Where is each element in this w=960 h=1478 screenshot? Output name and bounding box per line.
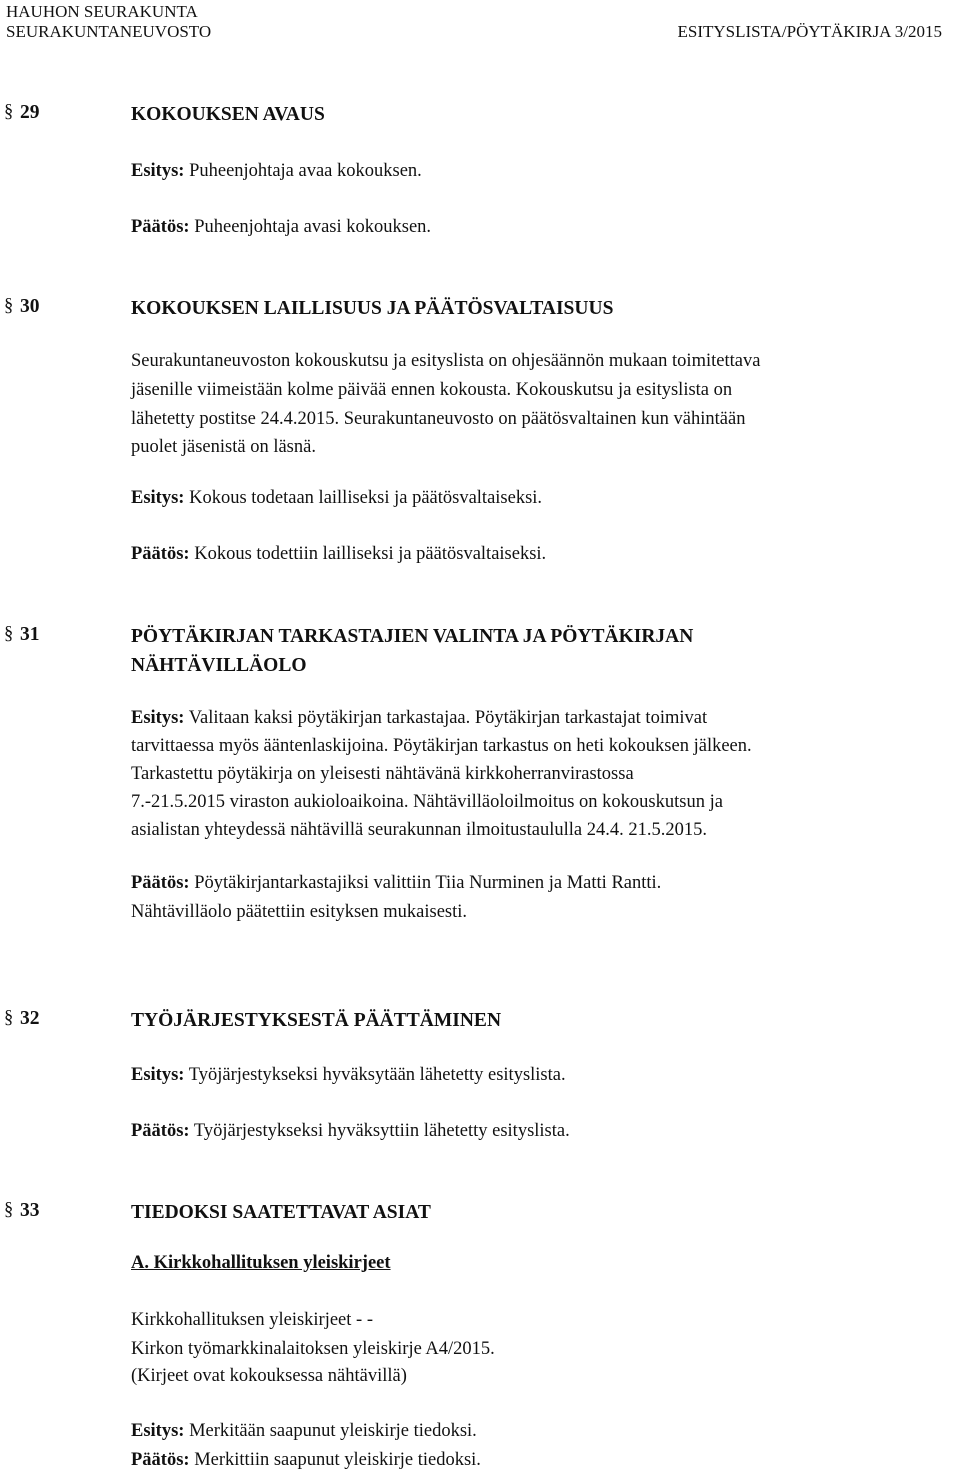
section-number: 32 [20, 1008, 40, 1029]
section-title: KOKOUKSEN AVAUS [131, 104, 325, 125]
decision-label: Päätös: [131, 873, 190, 893]
body-line: jäsenille viimeistään kolme päivää ennen kokousta. Kokouskutsu ja esityslista on [131, 380, 733, 400]
section-title: TIEDOKSI SAATETTAVAT ASIAT [131, 1202, 431, 1223]
proposal-text: Puheenjohtaja avaa kokouksen. [189, 161, 422, 181]
section-title-line: PÖYTÄKIRJAN TARKASTAJIEN VALINTA JA PÖYTÄKIRJAN [131, 626, 694, 647]
decision-text: Työjärjestykseksi hyväksyttiin lähetetty esityslista. [193, 1121, 570, 1141]
section-symbol: § [4, 624, 14, 644]
decision-text: Puheenjohtaja avasi kokouksen. [194, 217, 432, 237]
decision [131, 1117, 570, 1146]
body-line: puolet jäsenistä on läsnä. [131, 437, 316, 457]
decision-text: Pöytäkirjantarkastajiksi valittiin Tiia Nurminen ja Matti Rantti. [194, 873, 662, 893]
header-org: HAUHON SEURAKUNTA [6, 2, 198, 21]
body-line: lähetetty postitse 24.4.2015. Seurakuntaneuvosto on päätösvaltainen kun vähintään [131, 409, 746, 429]
decision-label: Päätös: [131, 217, 190, 237]
decision-label: Päätös: [131, 1450, 190, 1470]
body-line: (Kirjeet ovat kokouksessa nähtävillä) [131, 1366, 407, 1386]
proposal-text: Työjärjestykseksi hyväksytään lähetetty esityslista. [188, 1065, 566, 1085]
section-title-line: NÄHTÄVILLÄOLO [131, 655, 307, 676]
decision [131, 869, 661, 898]
proposal-text: Valitaan kaksi pöytäkirjan tarkastajaa. Pöytäkirjan tarkastajat toimivat [188, 708, 708, 728]
header-doc-title: ESITYSLISTA/PÖYTÄKIRJA 3/2015 [677, 22, 942, 41]
decision [131, 540, 546, 569]
proposal [131, 157, 422, 186]
decision-label: Päätös: [131, 1121, 190, 1141]
proposal-label: Esitys: [131, 488, 185, 508]
header-body: SEURAKUNTANEUVOSTO [6, 22, 212, 41]
section-number: 30 [20, 296, 40, 317]
decision [131, 1446, 481, 1475]
proposal-label: Esitys: [131, 1421, 185, 1441]
decision-text: Kokous todettiin lailliseksi ja päätösvaltaiseksi. [194, 544, 547, 564]
subheading: A. Kirkkohallituksen yleiskirjeet [131, 1253, 391, 1273]
decision-line: Nähtävilläolo päätettiin esityksen mukaisesti. [131, 902, 468, 922]
body-line: Kirkon työmarkkinalaitoksen yleiskirje A4/2015. [131, 1339, 495, 1359]
proposal-line: 7.-21.5.2015 viraston aukioloaikoina. Nähtävilläoloilmoitus on kokouskutsun ja [131, 792, 723, 812]
proposal-text: Kokous todetaan lailliseksi ja päätösvaltaiseksi. [189, 488, 543, 508]
decision-text: Merkittiin saapunut yleiskirje tiedoksi. [194, 1450, 481, 1470]
section-symbol: § [4, 1200, 14, 1220]
section-symbol: § [4, 1008, 14, 1028]
body-line: Kirkkohallituksen yleiskirjeet - - [131, 1310, 373, 1330]
proposal [131, 1061, 566, 1090]
section-symbol: § [4, 102, 14, 122]
proposal-label: Esitys: [131, 708, 185, 728]
body-line: Seurakuntaneuvoston kokouskutsu ja esityslista on ohjesäännön mukaan toimitettava [131, 351, 761, 371]
section-symbol: § [4, 296, 14, 316]
decision-label: Päätös: [131, 544, 190, 564]
section-title: KOKOUKSEN LAILLISUUS JA PÄÄTÖSVALTAISUUS [131, 298, 614, 319]
proposal-line: Tarkastettu pöytäkirja on yleisesti nähtävänä kirkkoherranvirastossa [131, 764, 634, 784]
section-title: TYÖJÄRJESTYKSESTÄ PÄÄTTÄMINEN [131, 1010, 502, 1031]
proposal [131, 704, 707, 733]
section-number: 29 [20, 102, 40, 123]
decision [131, 213, 431, 242]
section-number: 33 [20, 1200, 40, 1221]
proposal [131, 1417, 477, 1446]
proposal-label: Esitys: [131, 161, 185, 181]
proposal [131, 484, 542, 513]
proposal-line: asialistan yhteydessä nähtävillä seurakunnan ilmoitustaululla 24.4. 21.5.2015. [131, 820, 707, 840]
proposal-line: tarvittaessa myös ääntenlaskijoina. Pöytäkirjan tarkastus on heti kokouksen jälkeen. [131, 736, 752, 756]
section-number: 31 [20, 624, 40, 645]
proposal-text: Merkitään saapunut yleiskirje tiedoksi. [189, 1421, 477, 1441]
proposal-label: Esitys: [131, 1065, 185, 1085]
